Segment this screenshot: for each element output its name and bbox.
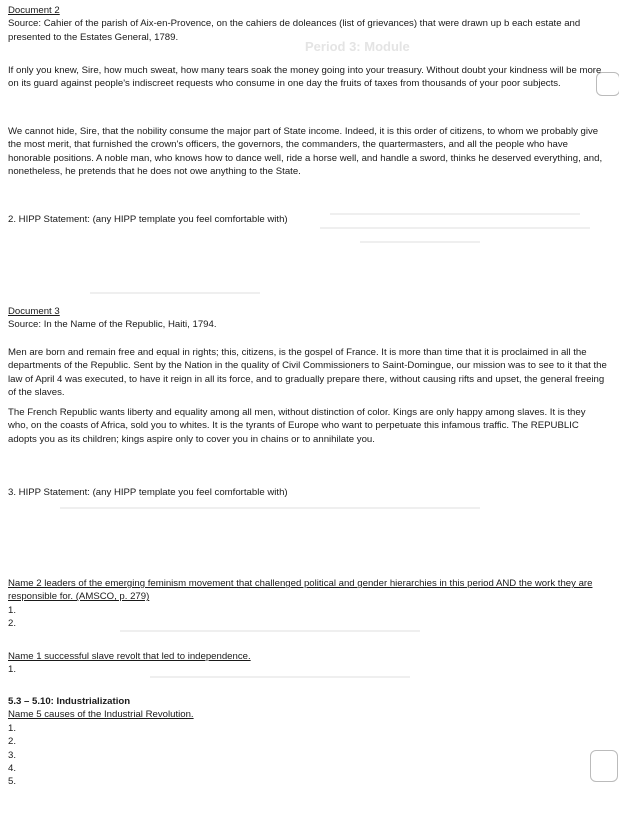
answer-line-number: 4. [8,763,17,775]
hipp-statement-3: 3. HIPP Statement: (any HIPP template you feel comfortable with) [8,487,288,498]
answer-line-number: 1. [8,722,17,734]
document-3 [8,305,608,332]
document-2-paragraph-2: We cannot hide, Sire, that the nobility consume the major part of State income. Indeed, it is this order of citizens, to whom we probably give the most merit, that furnished the crown's officers, the governors, the commanders, the quartermasters, and all the people who have honorable positions. A noble man, who knows how to dance well, ride a horse well, and handle a sword, thinks he deserved everything, and, nonetheless, he pretends that he does not owe anything to the State. [8,126,603,178]
answer-line-number: 3. [8,749,17,761]
hipp-statement-2: 2. HIPP Statement: (any HIPP template you feel comfortable with) [8,214,288,225]
document-3-source: Source: In the Name of the Republic, Haiti, 1794. [8,319,217,331]
industrial-revolution-prompt: Name 5 causes of the Industrial Revolution. [8,709,194,721]
feminism-prompt: Name 2 leaders of the emerging feminism movement that challenged political and gender hierarchies in this period AND the work they are responsible for. (AMSCO, p. 279) [8,578,593,603]
document-3-title: Document 3 [8,306,60,317]
answer-line-number: 2. [8,736,17,748]
document-3-paragraph-2: The French Republic wants liberty and equality among all men, without distinction of color. Kings are only happy among slaves. It is they who, on the coasts of Africa, sold you to whites. It is the tyrants of Europe who want to perpetuate this infamous traffic. The REPUBLIC adopts you as its children; kings aspire only to cover you in chains or to annihilate you. [8,407,586,445]
document-2-paragraph-1: If only you knew, Sire, how much sweat, how many tears soak the money going into your treasury. Without doubt your kindness will be more on its guard against people's indiscreet requests who consume in one day the fruits of taxes from thousands of your poor subjects. [8,65,602,90]
feminism-question [8,577,608,631]
document-3-paragraph-1: Men are born and remain free and equal in rights; this, citizens, is the gospel of France. It is more than time that it is proclaimed in all the departments of the Republic. Sent by the Nation in the quality of Civil Commissioners to Saint-Domingue, our mission was to see to it that the law of April 4 was executed, to have it reign in all its force, and to gradually prepare there, without causing rifts and upset, the general freeing of the slaves. [8,347,607,399]
bleed-through-line [320,227,590,229]
document-2 [8,4,608,44]
document-2-title: Document 2 [8,5,60,16]
slave-revolt-prompt: Name 1 successful slave revolt that led to independence. [8,651,251,662]
bleed-through-text: Period 3: Module [305,39,410,54]
industrialization-heading: 5.3 – 5.10: Industrialization [8,696,131,707]
document-2-source: Source: Cahier of the parish of Aix-en-Provence, on the cahiers de doleances (list of grievances) that were drawn up b each estate and presented to the Estates General, 1789. [8,18,581,43]
bleed-through-line [60,507,480,509]
industrialization-section [8,695,608,789]
slave-revolt-question [8,650,608,677]
answer-line-number: 2. [8,618,17,630]
bleed-through-line [360,241,480,243]
answer-line-number: 5. [8,776,17,788]
answer-line-number: 1. [8,664,17,676]
answer-line-number: 1. [8,604,17,616]
bleed-through-line [90,292,260,294]
